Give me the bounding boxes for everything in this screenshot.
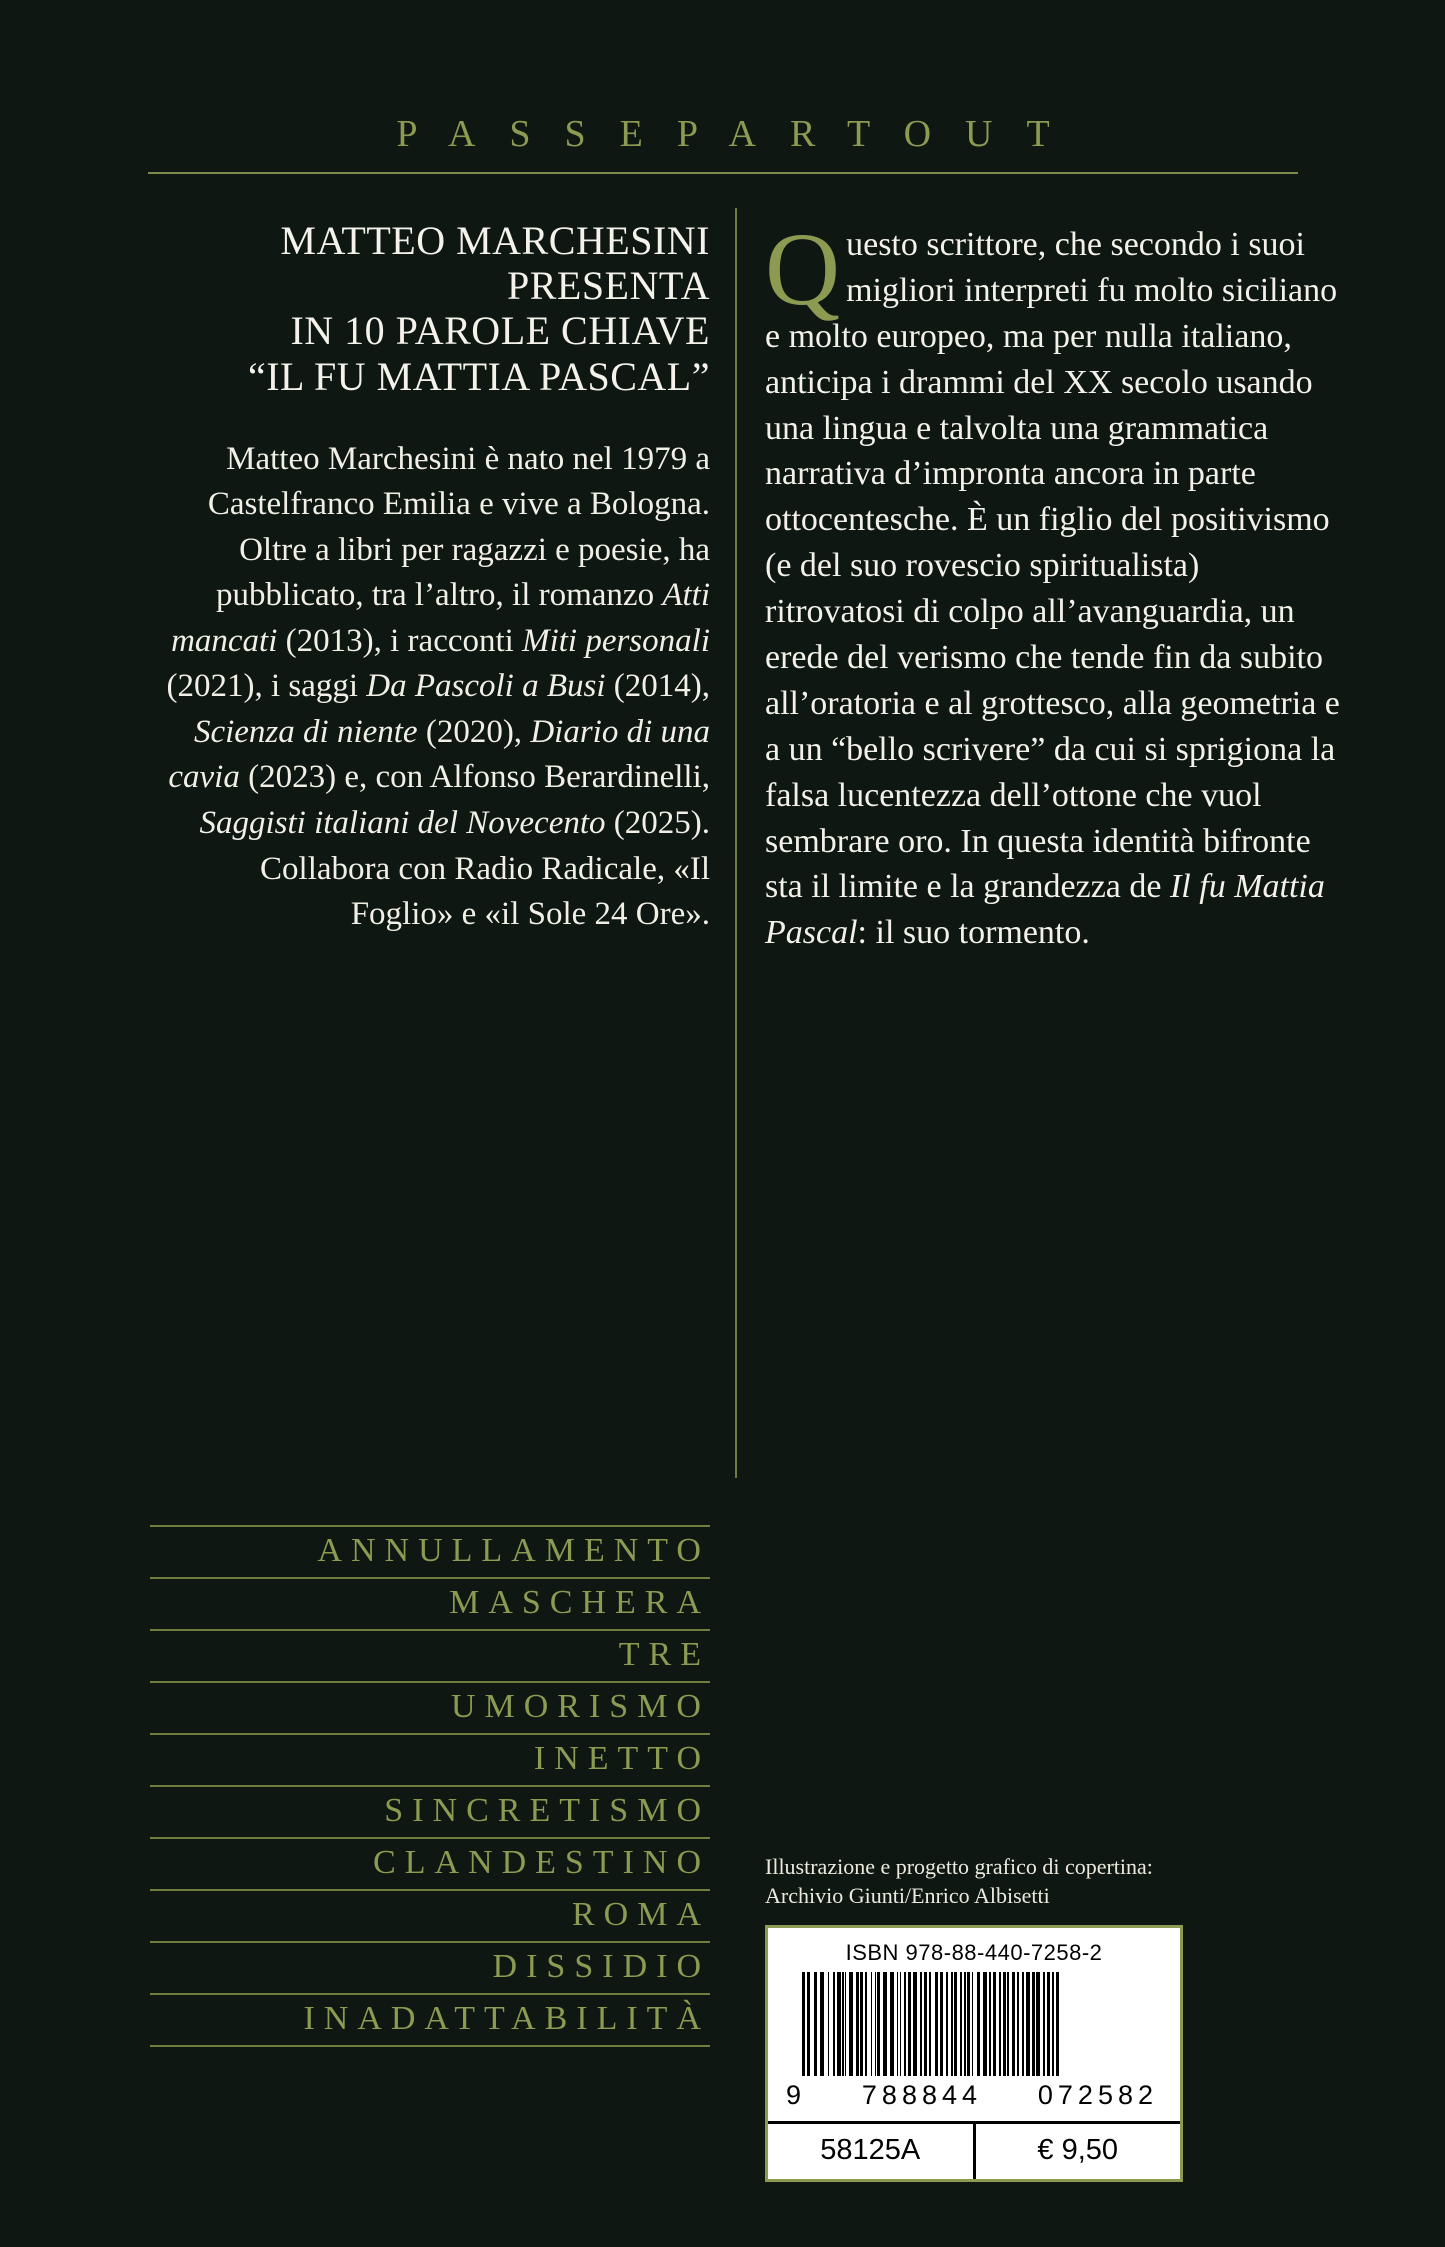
keyword-item: UMORISMO	[150, 1683, 710, 1735]
blurb-body: uesto scrittore, che secondo i suoi migliori interpreti fu molto siciliano e molto europeo, ma per nulla italiano, anticipa i drammi del XX secolo usando una lingua e talvolta una grammatica narrativa d’impronta ancora in parte ottocentesche. È un figlio del positivismo (e del suo rovescio spiritualista) ritrovatosi di colpo all’avanguardia, un erede del verismo che tende fin da subito all’oratoria e al grottesco, alla geometria e a un “bello scrivere” da cui si sprigiona la falsa lucentezza dell’ottone che vuol sembrare oro. In questa identità bifronte sta il limite e la grandezza de Il fu Mattia Pascal: il suo tormento.	[765, 226, 1340, 952]
author-column	[150, 218, 710, 938]
barcode-block	[765, 1925, 1183, 2182]
cover-credits	[765, 1852, 1325, 1910]
presenter-line-4: “IL FU MATTIA PASCAL”	[247, 353, 710, 399]
ean-digit-left: 9	[786, 2080, 807, 2110]
ean-digit-mid: 788844	[861, 2080, 983, 2110]
series-title: PASSEPARTOUT	[396, 113, 1084, 155]
credits-line-1: Illustrazione e progetto grafico di copertina:	[765, 1854, 1153, 1879]
keyword-item: INETTO	[150, 1735, 710, 1787]
presenter-line-2: PRESENTA	[506, 263, 710, 309]
keyword-item: MASCHERA	[150, 1579, 710, 1631]
keyword-item: ROMA	[150, 1891, 710, 1943]
price-value: € 9,50	[1037, 2134, 1119, 2166]
ean-digit-right: 072582	[1037, 2080, 1158, 2110]
isbn-text: ISBN 978-88-440-7258-2	[845, 1940, 1103, 1965]
drop-cap: Q	[765, 212, 841, 327]
price-row	[768, 2121, 1180, 2179]
column-divider	[735, 208, 737, 1478]
keyword-item: SINCRETISMO	[150, 1787, 710, 1839]
author-biography: Matteo Marchesini è nato nel 1979 a Castelfranco Emilia e vive a Bologna. Oltre a libri per ragazzi e poesie, ha pubblicato, tra l’altro, il romanzo Atti mancati (2013), i racconti Miti personali (2021), i saggi Da Pascoli a Busi (2014), Scienza di niente (2020), Diario di una cavia (2023) e, con Alfonso Berardinelli, Saggisti italiani del Novecento (2025). Collabora con Radio Radicale, «Il Foglio» e «il Sole 24 Ore».	[166, 440, 710, 933]
blurb-column	[765, 212, 1345, 956]
product-code: 58125A	[768, 2124, 976, 2179]
presenter-line-3: IN 10 PAROLE CHIAVE	[290, 308, 710, 354]
presenter-line-1: MATTEO MARCHESINI	[280, 218, 710, 263]
credits-line-2: Archivio Giunti/Enrico Albisetti	[765, 1883, 1050, 1909]
keyword-item: ANNULLAMENTO	[150, 1525, 710, 1579]
presenter-heading	[150, 218, 710, 399]
keyword-item: DISSIDIO	[150, 1943, 710, 1995]
keyword-list	[150, 1525, 710, 2047]
ean-digits	[768, 2076, 1180, 2121]
blurb-text	[765, 212, 1345, 956]
series-divider	[148, 172, 1298, 174]
keyword-item: INADATTABILITÀ	[150, 1995, 710, 2047]
keyword-item: CLANDESTINO	[150, 1839, 710, 1891]
barcode-bars	[802, 1972, 1146, 2076]
keyword-item: TRE	[150, 1631, 710, 1683]
series-header	[148, 112, 1298, 174]
